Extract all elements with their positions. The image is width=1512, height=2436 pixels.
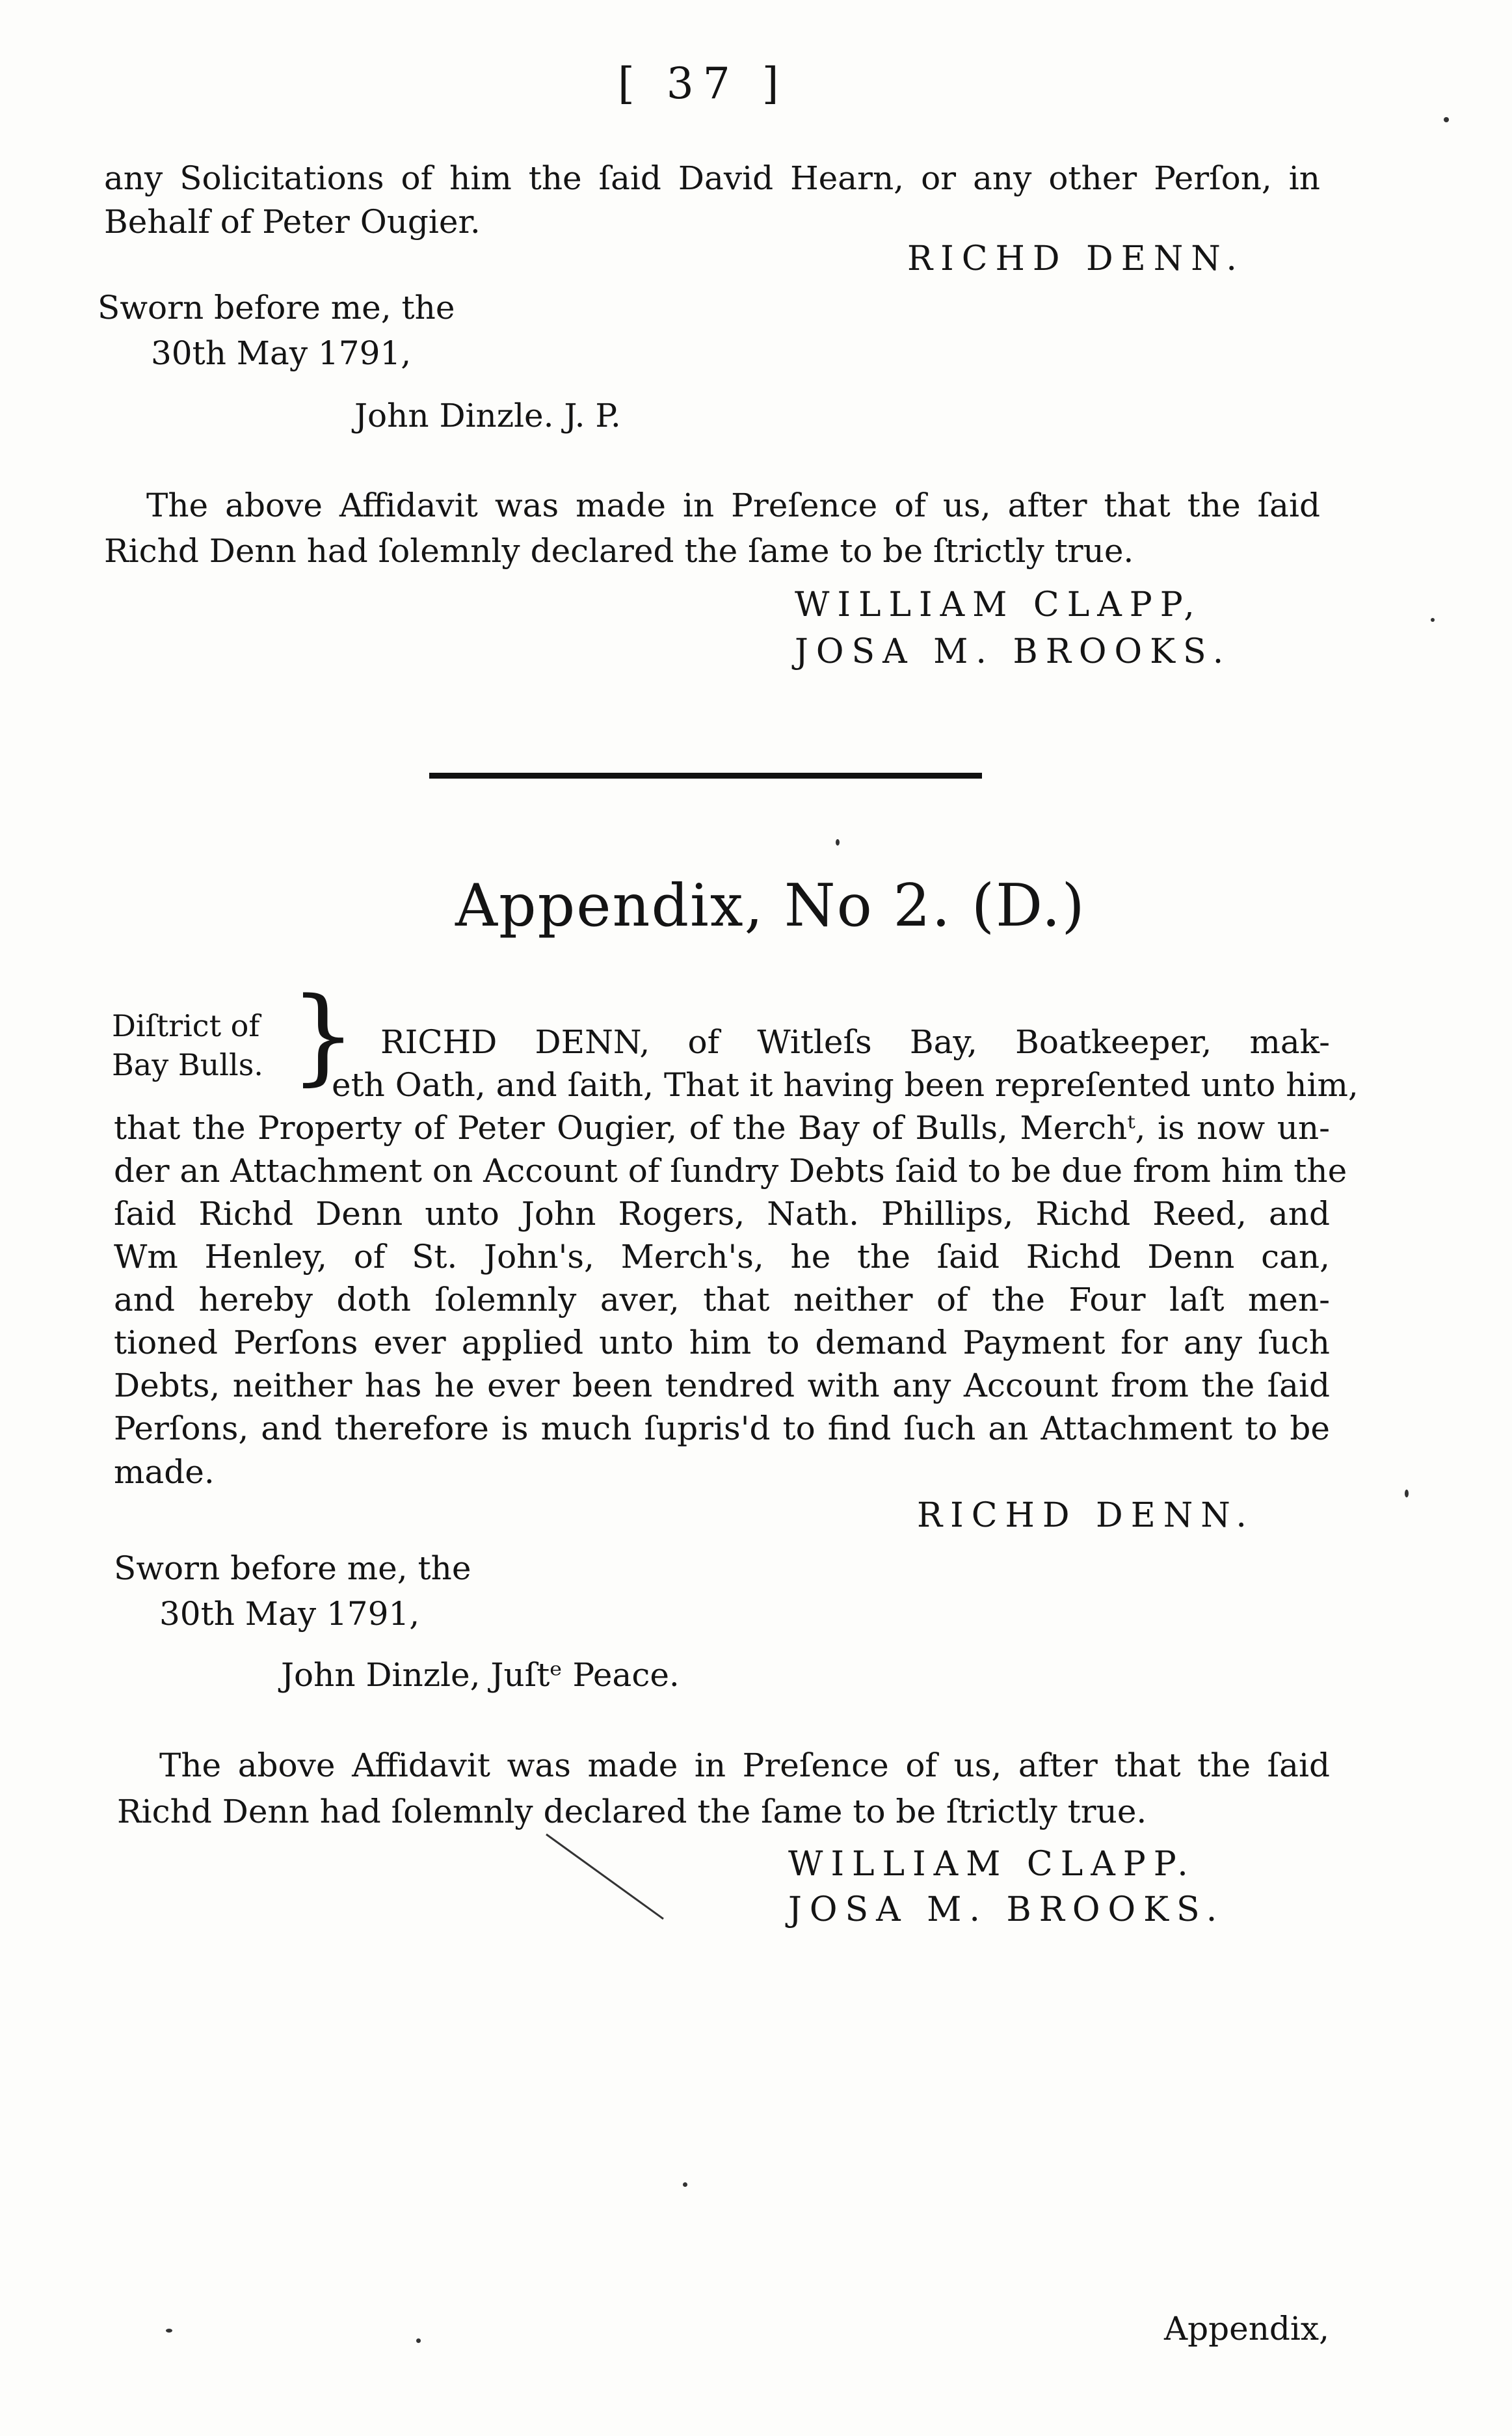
appendix-justice-name: John Dinzle, Juſtᵉ Peace. (281, 1656, 680, 1694)
district-label-line-1: Diſtrict of (112, 1008, 260, 1043)
affidavit-line-7: and hereby doth ſolemnly aver, that neither of the Four laſt men- (114, 1281, 1330, 1318)
district-label-line-2: Bay Bulls. (112, 1047, 263, 1082)
top-witness-statement-line-1: The above Affidavit was made in Preſence of us, after that the ſaid (146, 487, 1320, 524)
top-justice-name: John Dinzle. J. P. (354, 397, 621, 435)
appendix-signature: RICHD DENN. (917, 1496, 1254, 1535)
appendix-witness-1: WILLIAM CLAPP. (788, 1845, 1196, 1884)
affidavit-line-10: Perſons, and therefore is much ſupris'd to find ſuch an Attachment to be (114, 1410, 1330, 1447)
paper-speck (166, 2329, 172, 2333)
affidavit-line-9: Debts, neither has he ever been tendred with any Account from the ſaid (114, 1367, 1330, 1404)
stray-pen-mark (540, 1828, 670, 1925)
catchword: Appendix, (1164, 2310, 1330, 2348)
top-witness-statement-line-2: Richd Denn had ſolemnly declared the ſame to be ſtrictly true. (104, 532, 1134, 570)
appendix-sworn-line-1: Sworn before me, the (114, 1549, 471, 1587)
paper-speck (836, 839, 840, 846)
affidavit-line-6: Wm Henley, of St. John's, Merch's, he the ſaid Richd Denn can, (114, 1238, 1330, 1276)
appendix-witness-statement-line-1: The above Affidavit was made in Preſence of us, after that the ſaid (159, 1747, 1330, 1784)
appendix-witness-statement-line-2: Richd Denn had ſolemnly declared the ſame to be ſtrictly true. (117, 1793, 1147, 1830)
appendix-sworn-line-2: 30th May 1791, (159, 1595, 420, 1633)
affidavit-line-3: that the Property of Peter Ougier, of the Bay of Bulls, Merchᵗ, is now un- (114, 1109, 1330, 1147)
paper-speck (1444, 117, 1449, 122)
affidavit-line-11: made. (114, 1453, 215, 1491)
top-witness-1: WILLIAM CLAPP, (795, 585, 1202, 624)
paper-speck (1431, 618, 1435, 622)
page-number: [ 37 ] (618, 59, 788, 109)
paper-speck (683, 2182, 687, 2187)
affidavit-line-8: tioned Perſons ever applied unto him to demand Payment for any ſuch (114, 1324, 1330, 1361)
affidavit-line-2: eth Oath, and ſaith, That it having been repreſented unto him, (332, 1066, 1359, 1104)
affidavit-line-4: der an Attachment on Account of ſundry Debts ſaid to be due from him the (114, 1152, 1347, 1190)
paper-speck (1405, 1490, 1409, 1497)
top-sworn-line-2: 30th May 1791, (151, 334, 412, 372)
top-witness-2: JOSA M. BROOKS. (795, 632, 1232, 671)
top-paragraph-line-1: any Solicitations of him the ſaid David Hearn, or any other Perſon, in (104, 159, 1320, 197)
top-paragraph-line-2: Behalf of Peter Ougier. (104, 203, 481, 241)
appendix-witness-2: JOSA M. BROOKS. (788, 1890, 1225, 1929)
appendix-heading: Appendix, No 2. (D.) (455, 872, 1086, 940)
paper-speck (416, 2338, 421, 2343)
top-sworn-line-1: Sworn before me, the (98, 289, 455, 327)
affidavit-line-5: ſaid Richd Denn unto John Rogers, Nath. Phillips, Richd Reed, and (114, 1195, 1330, 1233)
section-divider (429, 773, 982, 779)
top-signature: RICHD DENN. (907, 239, 1245, 278)
district-brace: } (290, 974, 356, 1096)
affidavit-line-1: RICHD DENN, of Witleſs Bay, Boatkeeper, mak- (380, 1023, 1330, 1061)
